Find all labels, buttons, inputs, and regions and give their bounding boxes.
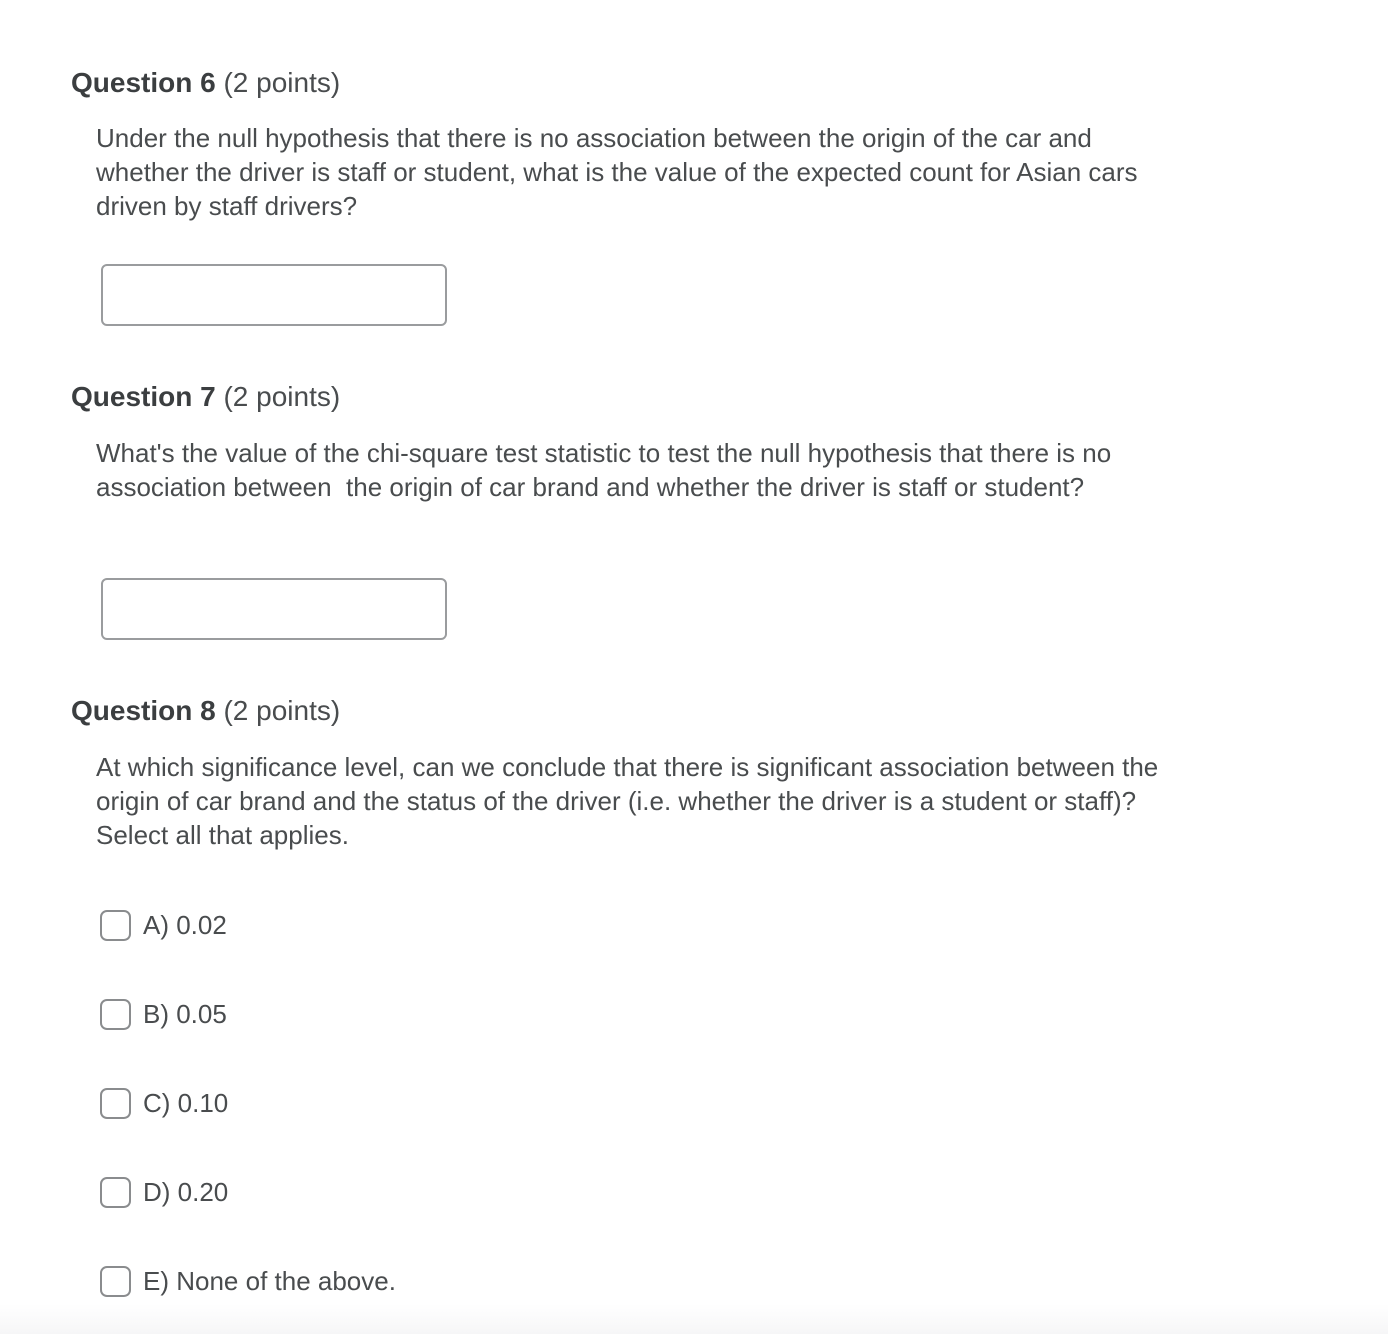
question-text: Under the null hypothesis that there is no association between the origin of the car and whether the driver is staff or student, what is the value of the expected count for Asian cars driven by staff drivers? [96,123,1138,221]
question-6-answer-input[interactable] [101,264,447,326]
question-title: Question 6 [71,67,216,98]
question-8 [71,693,1271,850]
question-text: At which significance level, can we conclude that there is significant association between the origin of car brand and the status of the driver (i.e. whether the driver is a student or staff)? Select all that applies. [96,752,1166,850]
question-text: What's the value of the chi-square test statistic to test the null hypothesis that there is no association between the origin of car brand and whether the driver is staff or student? [96,438,1119,502]
question-7 [71,379,1271,502]
question-points: (2 points) [223,381,341,412]
question-title: Question 8 [71,695,216,726]
question-points: (2 points) [223,695,341,726]
question-8-header [71,693,1271,729]
option-c[interactable] [100,1085,228,1121]
question-7-answer-input[interactable] [101,578,447,640]
option-a[interactable] [100,907,227,943]
question-title: Question 7 [71,381,216,412]
option-label: E) None of the above. [143,1266,396,1296]
option-label: B) 0.05 [143,999,227,1029]
question-6 [71,65,1271,221]
checkbox[interactable] [100,999,131,1030]
checkbox[interactable] [100,910,131,941]
option-e[interactable] [100,1263,396,1299]
option-d[interactable] [100,1174,228,1210]
checkbox[interactable] [100,1177,131,1208]
option-b[interactable] [100,996,227,1032]
option-label: C) 0.10 [143,1088,229,1118]
question-points: (2 points) [223,67,341,98]
question-7-header [71,379,1271,415]
option-label: D) 0.20 [143,1177,229,1207]
checkbox[interactable] [100,1266,131,1297]
checkbox[interactable] [100,1088,131,1119]
option-label: A) 0.02 [143,910,227,940]
bottom-edge-shade [0,1304,1388,1334]
question-6-header [71,65,1271,101]
